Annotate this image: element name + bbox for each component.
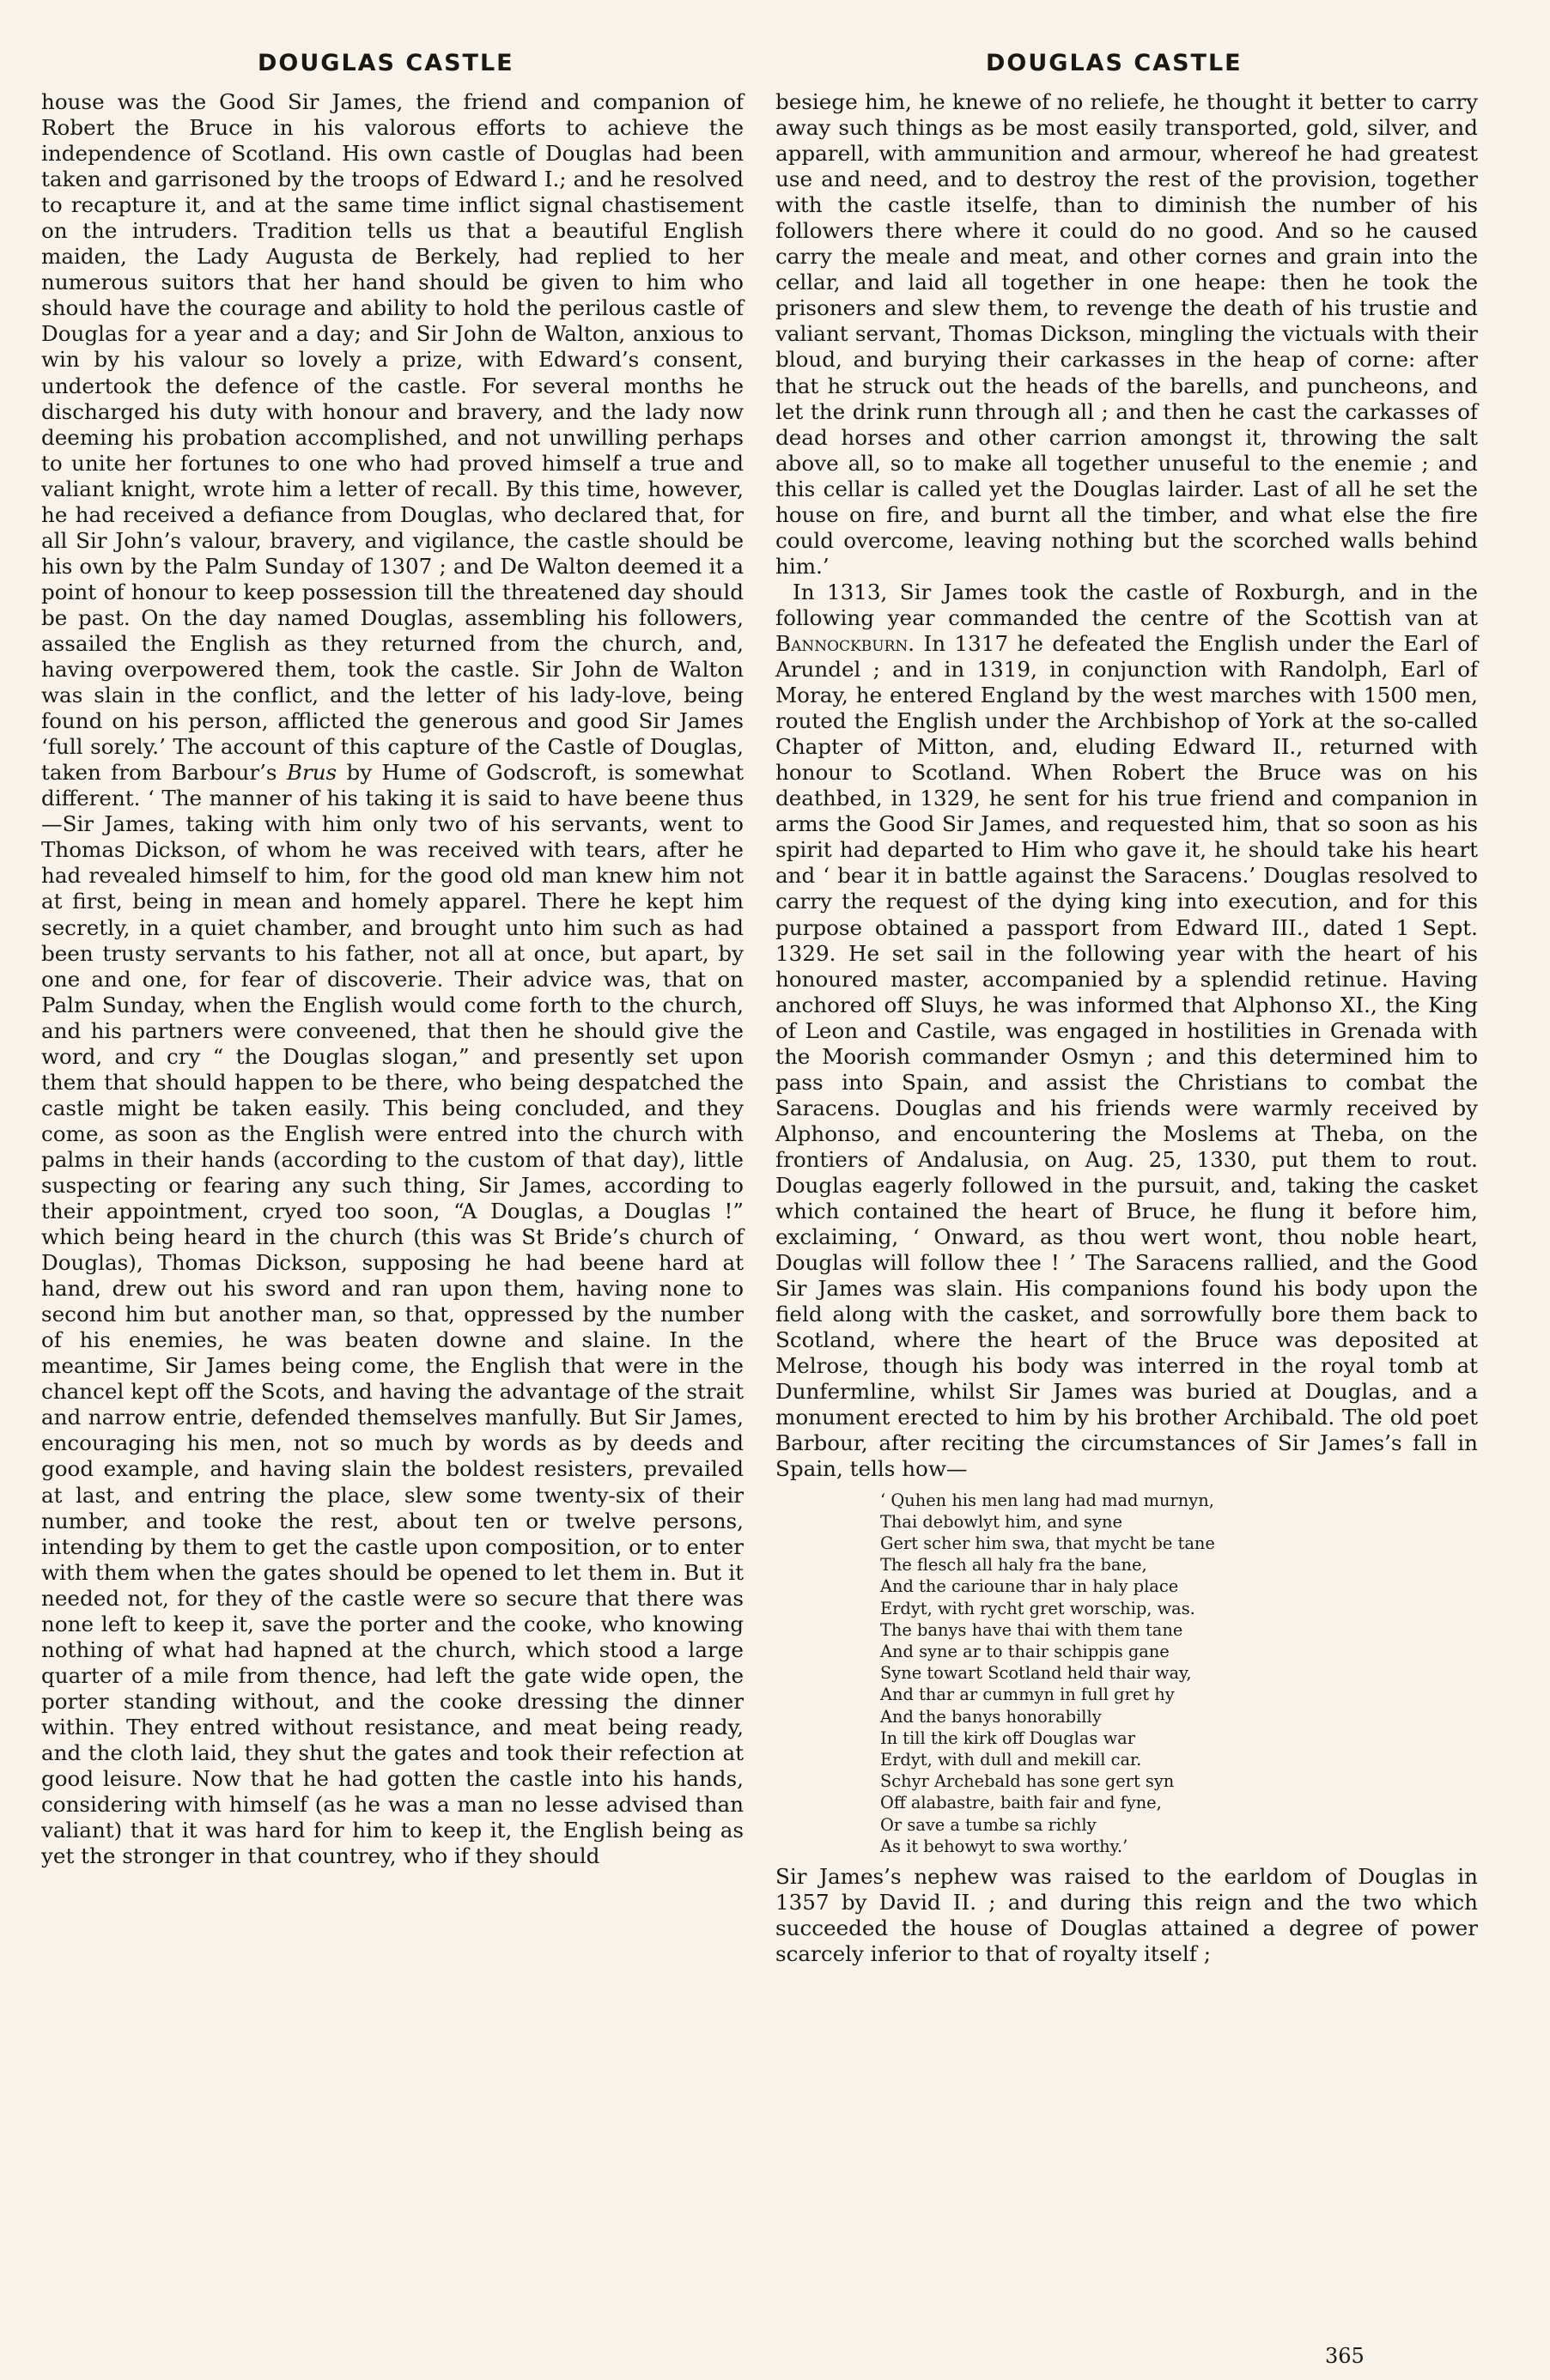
brus-title: Brus bbox=[286, 760, 337, 786]
poem-line: And syne ar to thair schippis gane bbox=[880, 1641, 1170, 1661]
left-column bbox=[41, 89, 744, 1869]
right-paragraph-2-rest: In 1317 he defeated the English under the Earl of Arundel ; and in 1319, in conjunction with Randolph, Earl of Moray, he entered England by the west marches with 1500 men, routed the English under the Archbishop of York at the so-called Chapter of Mitton, and, eluding Edward II., returned with honour to Scotland. When Robert the Bruce was on his deathbed, in 1329, he sent for his true friend and companion in arms the Good Sir James, and requested him, that so soon as his spirit had departed to Him who gave it, he should take his heart and ‘ bear it in battle against the Saracens.’ Douglas resolved to carry the request of the dying king into execution, and for this purpose obtained a passport from Edward III., dated 1 Sept. 1329. He set sail in the following year with the heart of his honoured master, accompanied by a splendid retinue. Having anchored off Sluys, he was informed that Alphonso XI., the King of Leon and Castile, was engaged in hostilities in Grenada with the Moorish commander Osmyn ; and this determined him to pass into Spain, and assist the Christians to combat the Saracens. Douglas and his friends were warmly received by Alphonso, and encountering the Moslems at Theba, on the frontiers of Andalusia, on Aug. 25, 1330, put them to rout. Douglas eagerly followed in the pursuit, and, taking the casket which contained the heart of Bruce, he flung it before him, exclaiming, ‘ Onward, as thou wert wont, thou noble heart, Douglas will follow thee ! ’ The Saracens rallied, and the Good Sir James was slain. His companions found his body upon the field along with the casket, and sorrowfully bore them back to Scotland, where the heart of the Bruce was deposited at Melrose, though his body was interred in the royal tomb at Dunfermline, whilst Sir James was buried at Douglas, and a monument erected to him by his brother Archibald. The old poet Barbour, after reciting the circumstances of Sir James’s fall in Spain, tells how— bbox=[775, 630, 1478, 1482]
poem-line: Gert scher him swa, that mycht be tane bbox=[880, 1533, 1215, 1553]
right-paragraph-3: Sir James’s nephew was raised to the earldom of Douglas in 1357 by David II. ; and during this reign and the two which succeeded the house of Douglas attained a degree of power scarcely inferior to that of royalty itself ; bbox=[775, 1863, 1478, 1967]
poem-line: Thai debowlyt him, and syne bbox=[880, 1511, 1122, 1532]
poem-line: And the banys honorabilly bbox=[880, 1706, 1102, 1727]
right-paragraph-1: besiege him, he knewe of no reliefe, he thought it better to carry away such things as be most easily transported, gold, silver, and apparell, with ammunition and armour, whereof he had greatest use and need, and to destroy the rest of the provision, together with the castle itselfe, than to diminish the number of his followers there where it could do no good. And so he caused carry the meale and meat, and other cornes and grain into the cellar, and laid all together in one heape: then he took the prisoners and slew them, to revenge the death of his trustie and valiant servant, Thomas Dickson, mingling the victuals with their bloud, and burying their carkasses in the heap of corne: after that he struck out the heads of the barells, and puncheons, and let the drink runn through all ; and then he cast the carkasses of dead horses and other carrion amongst it, throwing the salt above all, so to make all together unuseful to the enemie ; and this cellar is called yet the Douglas lairder. Last of all he set the house on fire, and burnt all the timber, and what else the fire could overcome, leaving nothing but the scorched walls behind him.’ bbox=[775, 89, 1478, 579]
running-head-right: DOUGLAS CASTLE bbox=[986, 50, 1243, 76]
left-paragraph-continued: by Hume of Godscroft, is somewhat different. ‘ The manner of his taking it is said to have beene thus—Sir James, taking with him only two of his servants, went to Thomas Dickson, of whom he was received with tears, after he had revealed himself to him, for the good old man knew him not at first, being in mean and homely apparel. There he kept him secretly, in a quiet chamber, and brought unto him such as had been trusty servants to his father, not all at once, but apart, by one and one, for fear of discoverie. Their advice was, that on Palm Sunday, when the English would come forth to the church, and his partners were conveened, that then he should give the word, and cry “ the Douglas slogan,” and presently set upon them that should happen to be there, who being despatched the castle might be taken easily. This being concluded, and they come, as soon as the English were entred into the church with palms in their hands (according to the custom of that day), little suspecting or fearing any such thing, Sir James, according to their appointment, cryed too soon, “A Douglas, a Douglas !” which being heard in the church (this was St Bride’s church of Douglas), Thomas Dickson, supposing he had beene hard at hand, drew out his sword and ran upon them, having none to second him but another man, so that, oppressed by the number of his enemies, he was beaten downe and slaine. In the meantime, Sir James being come, the English that were in the chancel kept off the Scots, and having the advantage of the strait and narrow entrie, defended themselves manfully. But Sir James, encouraging his men, not so much by words as by deeds and good example, and having slain the boldest resisters, prevailed at last, and entring the place, slew some twenty-six of their number, and tooke the rest, about ten or twelve persons, intending by them to get the castle upon composition, or to enter with them when the gates should be opened to let them in. But it needed not, for they of the castle were so secure that there was none left to keep it, save the porter and the cooke, who knowing nothing of what had hapned at the church, which stood a large quarter of a mile from thence, had left the gate wide open, the porter standing without, and the cooke dressing the dinner within. They entred without resistance, and meat being ready, and the cloth laid, they shut the gates and took their refection at good leisure. Now that he had gotten the castle into his hands, considering with himself (as he was a man no lesse advised than valiant) that it was hard for him to keep it, the English being as yet the stronger in that countrey, who if they should bbox=[41, 760, 744, 1869]
barbour-poem bbox=[880, 1490, 1478, 1857]
poem-line: As it behowyt to swa worthy.’ bbox=[880, 1836, 1128, 1856]
poem-line: In till the kirk off Douglas war bbox=[880, 1727, 1135, 1748]
poem-line: Erdyt, with dull and mekill car. bbox=[880, 1749, 1142, 1770]
right-column bbox=[775, 89, 1478, 1967]
poem-line: Erdyt, with rycht gret worschip, was. bbox=[880, 1598, 1195, 1618]
poem-line: The flesch all haly fra the bane, bbox=[880, 1555, 1147, 1576]
bannockburn-link: Bannockburn. bbox=[775, 630, 915, 656]
poem-line: Syne towart Scotland held thair way, bbox=[880, 1663, 1192, 1684]
poem-line: Or save a tumbe sa richly bbox=[880, 1814, 1097, 1835]
running-head-left: DOUGLAS CASTLE bbox=[258, 50, 514, 76]
poem-line: And the carioune thar in haly place bbox=[880, 1576, 1179, 1597]
left-paragraph bbox=[41, 89, 744, 1869]
poem-line: And thar ar cummyn in full gret hy bbox=[880, 1685, 1175, 1705]
poem-line: ‘ Quhen his men lang had mad murnyn, bbox=[880, 1490, 1214, 1510]
right-paragraph-2-start: In 1313, Sir James took the castle of Roxburgh, and in the following year commanded the centre of the Scottish van at bbox=[775, 579, 1478, 630]
left-paragraph-text: house was the Good Sir James, the friend and companion of Robert the Bruce in his valorous efforts to achieve the independence of Scotland. His own castle of Douglas had been taken and garrisoned by the troops of Edward I.; and he resolved to recapture it, and at the same time inflict signal chastisement on the intruders. Tradition tells us that a beautiful English maiden, the Lady Augusta de Berkely, had replied to her numerous suitors that her hand should be given to him who should have the courage and ability to hold the perilous castle of Douglas for a year and a day; and Sir John de Walton, anxious to win by his valour so lovely a prize, with Edward’s consent, undertook the defence of the castle. For several months he discharged his duty with honour and bravery, and the lady now deeming his probation accomplished, and not unwilling perhaps to unite her fortunes to one who had proved himself a true and valiant knight, wrote him a letter of recall. By this time, however, he had received a defiance from Douglas, who declared that, for all Sir John’s valour, bravery, and vigilance, the castle should be his own by the Palm Sunday of 1307 ; and De Walton deemed it a point of honour to keep possession till the threatened day should be past. On the day named Douglas, assembling his followers, assailed the English as they returned from the church, and, having overpowered them, took the castle. Sir John de Walton was slain in the conflict, and the letter of his lady-love, being found on his person, afflicted the generous and good Sir James ‘full sorely.’ The account of this capture of the Castle of Douglas, taken from Barbour’s bbox=[41, 89, 744, 786]
poem-line: Schyr Archebald has sone gert syn bbox=[880, 1771, 1175, 1792]
poem-line: Off alabastre, baith fair and fyne, bbox=[880, 1793, 1162, 1813]
poem-line: The banys have thai with them tane bbox=[880, 1619, 1183, 1640]
page-number: 365 bbox=[1325, 2344, 1365, 2368]
right-paragraph-2 bbox=[775, 580, 1478, 1483]
